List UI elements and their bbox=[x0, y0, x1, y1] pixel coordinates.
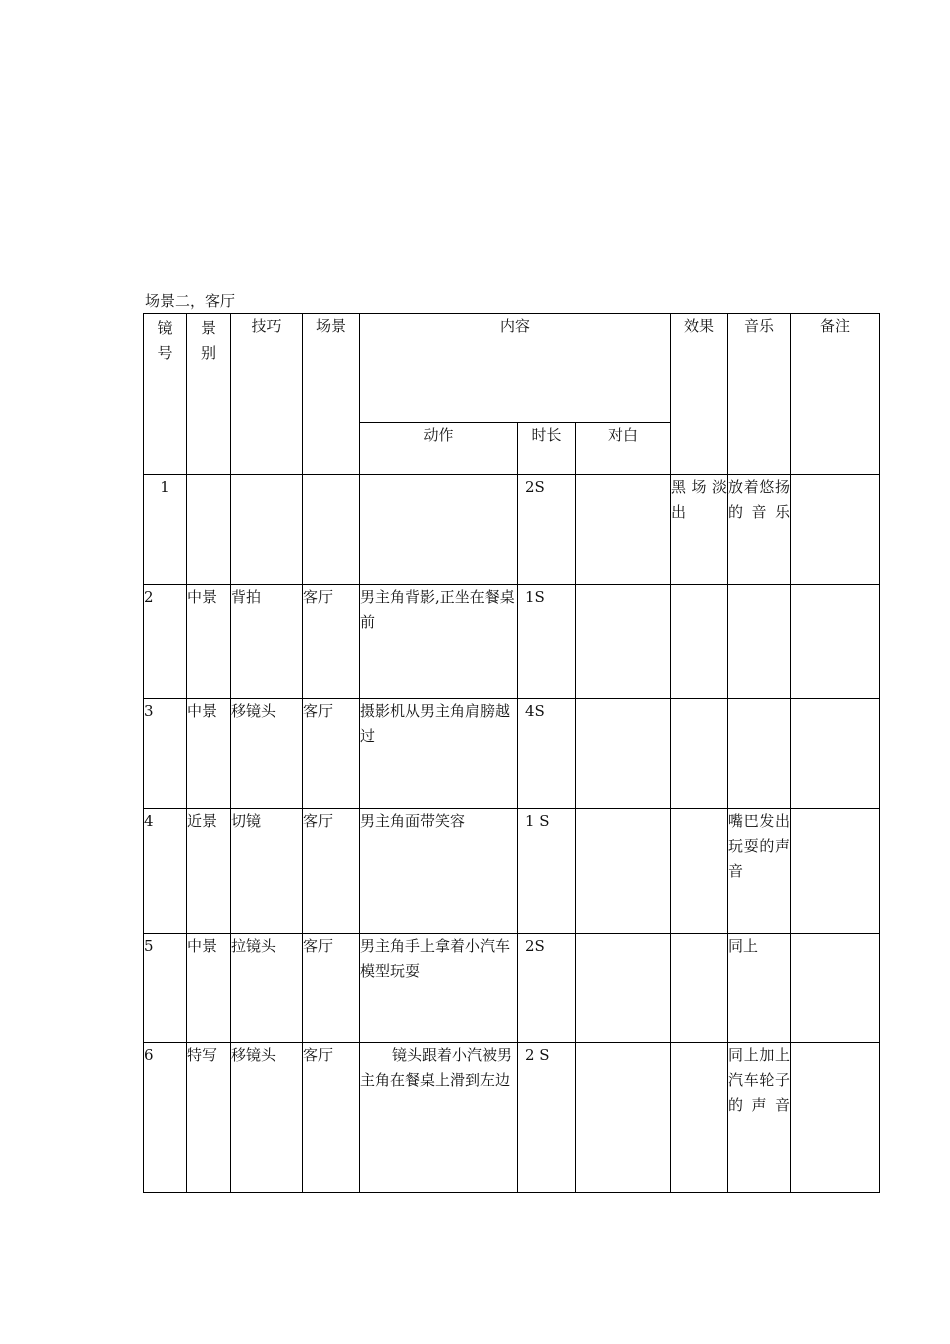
cell-duration: 4S bbox=[518, 699, 576, 809]
cell-notes bbox=[791, 699, 880, 809]
cell-no: 6 bbox=[144, 1043, 187, 1193]
cell-dialogue bbox=[576, 1043, 671, 1193]
header-music: 音乐 bbox=[728, 314, 791, 475]
cell-no: 1 bbox=[144, 475, 187, 585]
cell-action: 男主角手上拿着小汽车模型玩耍 bbox=[360, 934, 518, 1043]
cell-music: 放着悠扬的音乐 bbox=[728, 475, 791, 585]
header-notes: 备注 bbox=[791, 314, 880, 475]
cell-size bbox=[187, 475, 231, 585]
cell-tech bbox=[231, 475, 303, 585]
cell-no: 5 bbox=[144, 934, 187, 1043]
cell-effect bbox=[671, 585, 728, 699]
cell-action: 摄影机从男主角肩膀越过 bbox=[360, 699, 518, 809]
cell-action: 男主角背影,正坐在餐桌前 bbox=[360, 585, 518, 699]
cell-music: 同上加上汽车轮子的声音 bbox=[728, 1043, 791, 1193]
cell-dialogue bbox=[576, 809, 671, 934]
cell-tech: 移镜头 bbox=[231, 699, 303, 809]
cell-scene: 客厅 bbox=[303, 934, 360, 1043]
header-duration: 时长 bbox=[518, 423, 576, 475]
cell-size: 特写 bbox=[187, 1043, 231, 1193]
header-dialogue: 对白 bbox=[576, 423, 671, 475]
cell-dialogue bbox=[576, 934, 671, 1043]
cell-size: 中景 bbox=[187, 585, 231, 699]
header-shot-size: 景别 bbox=[187, 314, 231, 475]
scene-caption: 场景二，客厅 bbox=[145, 292, 236, 310]
header-action: 动作 bbox=[360, 423, 518, 475]
cell-action: 男主角面带笑容 bbox=[360, 809, 518, 934]
cell-scene bbox=[303, 475, 360, 585]
cell-tech: 拉镜头 bbox=[231, 934, 303, 1043]
cell-notes bbox=[791, 475, 880, 585]
cell-effect bbox=[671, 1043, 728, 1193]
header-content: 内容 bbox=[360, 314, 671, 423]
cell-action-text: 镜头跟着小汽被男主角在餐桌上滑到左边 bbox=[360, 1046, 513, 1089]
cell-effect: 黑场淡出 bbox=[671, 475, 728, 585]
cell-duration: 2 S bbox=[518, 1043, 576, 1193]
cell-tech: 背拍 bbox=[231, 585, 303, 699]
cell-no: 3 bbox=[144, 699, 187, 809]
cell-music bbox=[728, 699, 791, 809]
cell-duration: 1S bbox=[518, 585, 576, 699]
cell-notes bbox=[791, 934, 880, 1043]
cell-size: 中景 bbox=[187, 699, 231, 809]
cell-music: 嘴巴发出玩耍的声音 bbox=[728, 809, 791, 934]
cell-duration: 1 S bbox=[518, 809, 576, 934]
cell-tech: 切镜 bbox=[231, 809, 303, 934]
cell-effect bbox=[671, 699, 728, 809]
table-row bbox=[144, 809, 880, 934]
cell-action bbox=[360, 1043, 518, 1193]
header-effect: 效果 bbox=[671, 314, 728, 475]
cell-notes bbox=[791, 809, 880, 934]
cell-music: 同上 bbox=[728, 934, 791, 1043]
cell-action bbox=[360, 475, 518, 585]
table-row bbox=[144, 934, 880, 1043]
cell-dialogue bbox=[576, 475, 671, 585]
cell-size: 中景 bbox=[187, 934, 231, 1043]
header-technique: 技巧 bbox=[231, 314, 303, 475]
cell-no: 4 bbox=[144, 809, 187, 934]
cell-dialogue bbox=[576, 585, 671, 699]
cell-scene: 客厅 bbox=[303, 585, 360, 699]
table-row bbox=[144, 585, 880, 699]
table-row bbox=[144, 699, 880, 809]
cell-duration: 2S bbox=[518, 934, 576, 1043]
cell-notes bbox=[791, 1043, 880, 1193]
cell-tech: 移镜头 bbox=[231, 1043, 303, 1193]
cell-notes bbox=[791, 585, 880, 699]
cell-music bbox=[728, 585, 791, 699]
storyboard-table bbox=[143, 313, 880, 1193]
cell-effect bbox=[671, 809, 728, 934]
table-row bbox=[144, 1043, 880, 1193]
header-row bbox=[144, 314, 880, 423]
table-row bbox=[144, 475, 880, 585]
cell-duration: 2S bbox=[518, 475, 576, 585]
header-shot-no: 镜号 bbox=[144, 314, 187, 475]
cell-scene: 客厅 bbox=[303, 699, 360, 809]
cell-scene: 客厅 bbox=[303, 809, 360, 934]
cell-size: 近景 bbox=[187, 809, 231, 934]
cell-no: 2 bbox=[144, 585, 187, 699]
cell-effect bbox=[671, 934, 728, 1043]
header-scene: 场景 bbox=[303, 314, 360, 475]
cell-scene: 客厅 bbox=[303, 1043, 360, 1193]
cell-dialogue bbox=[576, 699, 671, 809]
